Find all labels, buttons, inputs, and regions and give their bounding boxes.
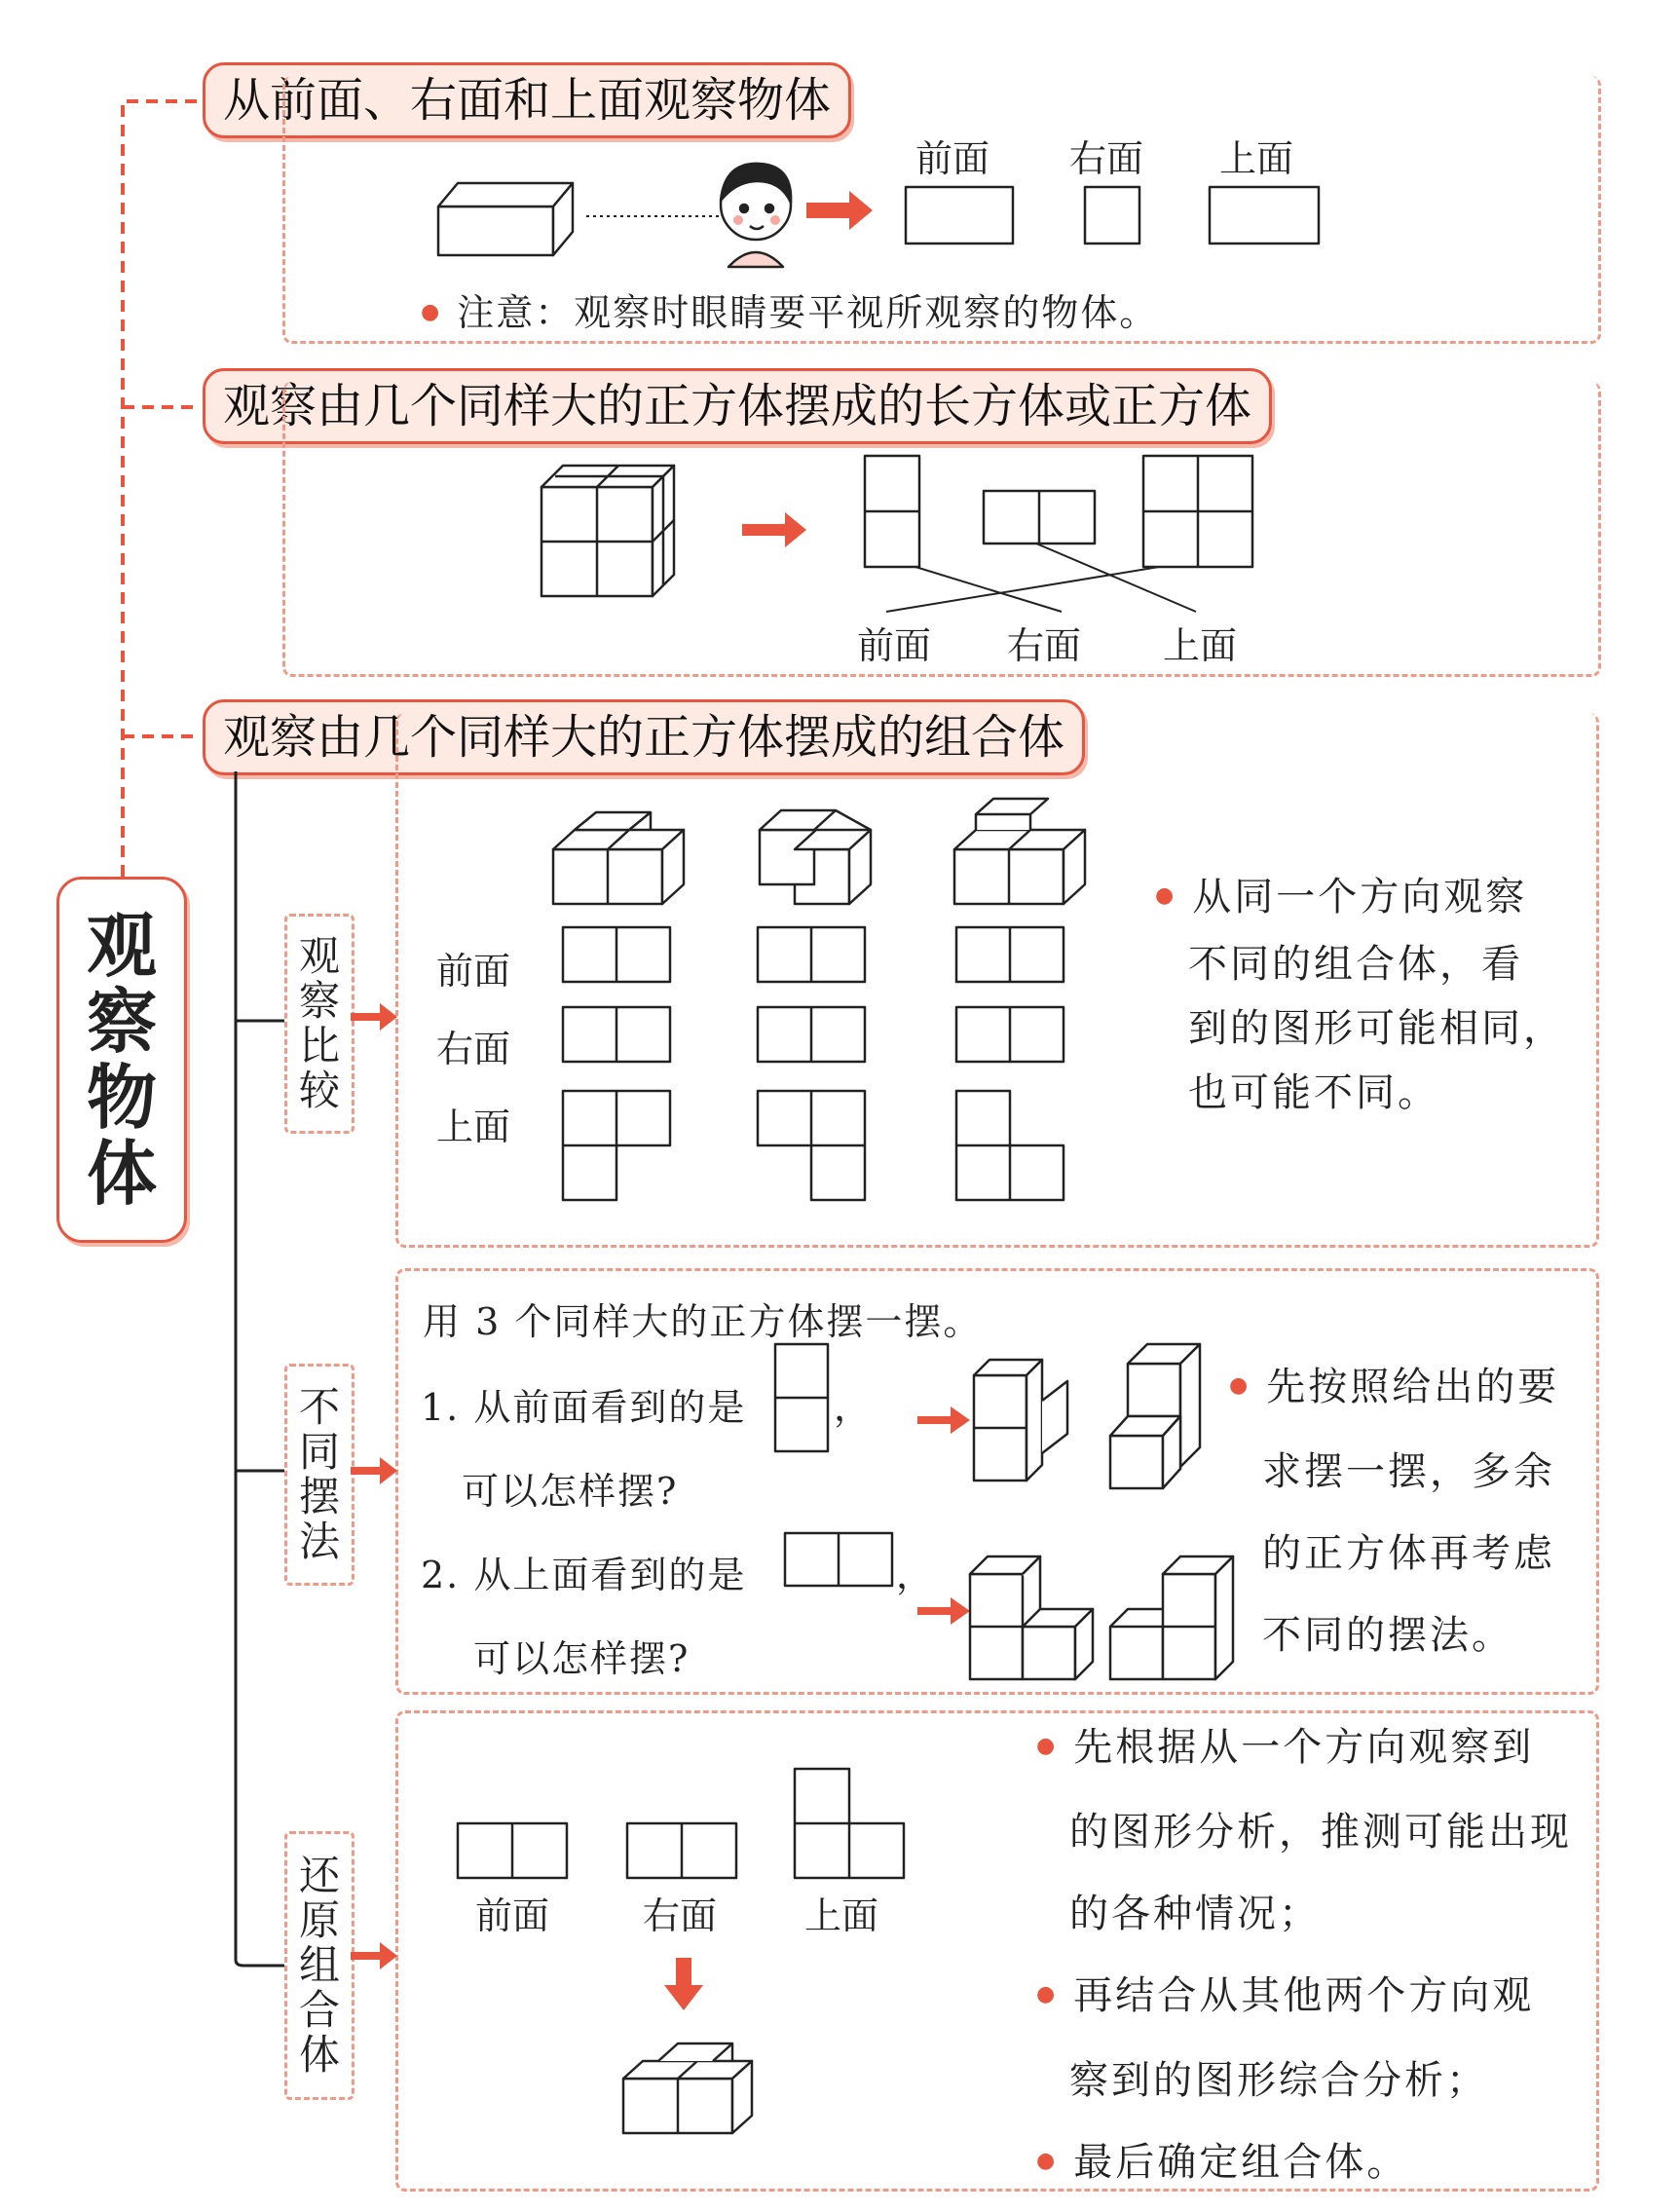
arrange-label-char: 摆	[298, 1473, 340, 1520]
arrow-q2	[917, 1597, 970, 1625]
arrow-s1	[806, 191, 873, 230]
branch-tree	[236, 771, 284, 1966]
main-title-char: 物	[86, 1057, 157, 1139]
s2-top-label: 上面	[1163, 624, 1238, 667]
restore-note-1: ● 先根据从一个方向观察到	[1036, 1706, 1572, 1791]
s1-cuboid	[438, 183, 573, 255]
connector-title	[123, 101, 201, 877]
arrange-q2-a: 2. 从上面看到的是	[421, 1554, 747, 1596]
compare-note-2: 不同的组合体，看	[1188, 942, 1523, 987]
compare-front-views	[563, 927, 1064, 982]
arrow-s2	[742, 512, 806, 547]
child-icon	[721, 164, 791, 267]
arrow-restore	[351, 1942, 397, 1969]
compare-solid-2	[760, 810, 871, 904]
arrange-note-2: 求摆一摆，多余	[1262, 1449, 1555, 1494]
compare-row-top: 上面	[436, 1106, 511, 1148]
s1-right-label: 右面	[1069, 137, 1144, 180]
arrow-compare	[351, 1003, 397, 1031]
arrow-arrange	[351, 1457, 397, 1484]
arrange-prompt: 用 3 个同样大的正方体摆一摆。	[423, 1300, 983, 1343]
section2-heading: 观察由几个同样大的正方体摆成的长方体或正方体	[203, 368, 1272, 444]
compare-label-char: 察	[298, 977, 340, 1025]
compare-solid-3	[954, 799, 1085, 904]
main-title-char: 体	[86, 1133, 157, 1215]
arrange-label-char: 不	[298, 1383, 340, 1431]
restore-right-label: 右面	[643, 1894, 718, 1937]
s1-front-label: 前面	[915, 137, 990, 180]
restore-note-4: ● 再结合从其他两个方向观	[1036, 1955, 1572, 2040]
restore-label-char: 合	[298, 1986, 340, 2034]
restore-front-view	[458, 1823, 567, 1878]
restore-label-char: 原	[298, 1896, 340, 1944]
arrange-note-1: ● 先按照给出的要	[1229, 1346, 1559, 1431]
section3-heading: 观察由几个同样大的正方体摆成的组合体	[203, 699, 1085, 775]
arrange-solid-4	[1110, 1556, 1233, 1679]
s2-front-label: 前面	[857, 624, 932, 667]
arrange-q2-comma: ，	[896, 1554, 936, 1596]
compare-note-3: 到的图形可能相同，	[1188, 1006, 1565, 1051]
restore-top-label: 上面	[804, 1894, 879, 1937]
arrange-q1-view	[775, 1344, 828, 1451]
arrange-q1-comma: ，	[834, 1386, 874, 1429]
compare-top-views	[563, 1091, 1064, 1200]
arrow-q1	[917, 1406, 970, 1434]
arrange-label-char: 法	[298, 1518, 340, 1565]
compare-label-char: 比	[298, 1022, 340, 1069]
arrange-solid-1	[974, 1360, 1067, 1481]
arrange-q2-view	[785, 1533, 892, 1586]
restore-note-6: ● 最后确定组合体。	[1036, 2121, 1572, 2206]
compare-note-4: 也可能不同。	[1188, 1070, 1439, 1115]
compare-note-1: ● 从同一个方向观察	[1155, 865, 1565, 932]
restore-label-char: 还	[298, 1852, 340, 1899]
restore-top-view	[795, 1769, 904, 1878]
restore-right-view	[627, 1823, 736, 1878]
restore-front-label: 前面	[475, 1894, 550, 1937]
s2-right-label: 右面	[1007, 624, 1082, 667]
compare-label-char: 观	[298, 932, 340, 980]
main-title-char: 察	[86, 981, 157, 1063]
restore-label-char: 组	[298, 1941, 340, 1989]
section1-heading: 从前面、右面和上面观察物体	[203, 62, 851, 138]
arrange-q1-a: 1. 从前面看到的是	[421, 1386, 747, 1429]
compare-solid-1	[553, 812, 684, 904]
s2-right-view	[984, 491, 1095, 544]
restore-note-2: 的图形分析，推测可能出现	[1069, 1810, 1572, 1855]
arrange-solid-2	[1110, 1344, 1200, 1488]
restore-note-3: 的各种情况；	[1069, 1892, 1321, 1936]
arrange-note-3: 的正方体再考虑	[1262, 1531, 1555, 1576]
restore-solid	[623, 2043, 752, 2133]
compare-row-front: 前面	[436, 950, 511, 993]
arrange-label-char: 同	[298, 1428, 340, 1476]
s1-note: ● 注意：观察时眼睛要平视所观察的物体。	[421, 282, 1158, 336]
compare-label-char: 较	[298, 1067, 340, 1114]
arrange-q1-b: 可以怎样摆?	[462, 1470, 679, 1513]
arrange-q2-b: 可以怎样摆?	[473, 1637, 691, 1680]
main-title-char: 观	[86, 905, 157, 987]
arrange-solid-3	[970, 1556, 1093, 1679]
s2-cube	[541, 466, 674, 596]
s1-front-view	[906, 187, 1013, 244]
s2-front-view	[865, 456, 919, 567]
arrange-note-4: 不同的摆法。	[1262, 1613, 1513, 1658]
restore-label-char: 体	[298, 2031, 340, 2079]
s1-top-view	[1210, 187, 1319, 244]
compare-right-views	[563, 1007, 1064, 1062]
restore-note-5: 察到的图形综合分析；	[1069, 2058, 1488, 2103]
arrow-down	[664, 1958, 703, 2010]
s1-top-label: 上面	[1219, 137, 1294, 180]
s1-right-view	[1085, 187, 1139, 244]
compare-row-right: 右面	[436, 1028, 511, 1070]
s2-top-view	[1143, 456, 1252, 567]
